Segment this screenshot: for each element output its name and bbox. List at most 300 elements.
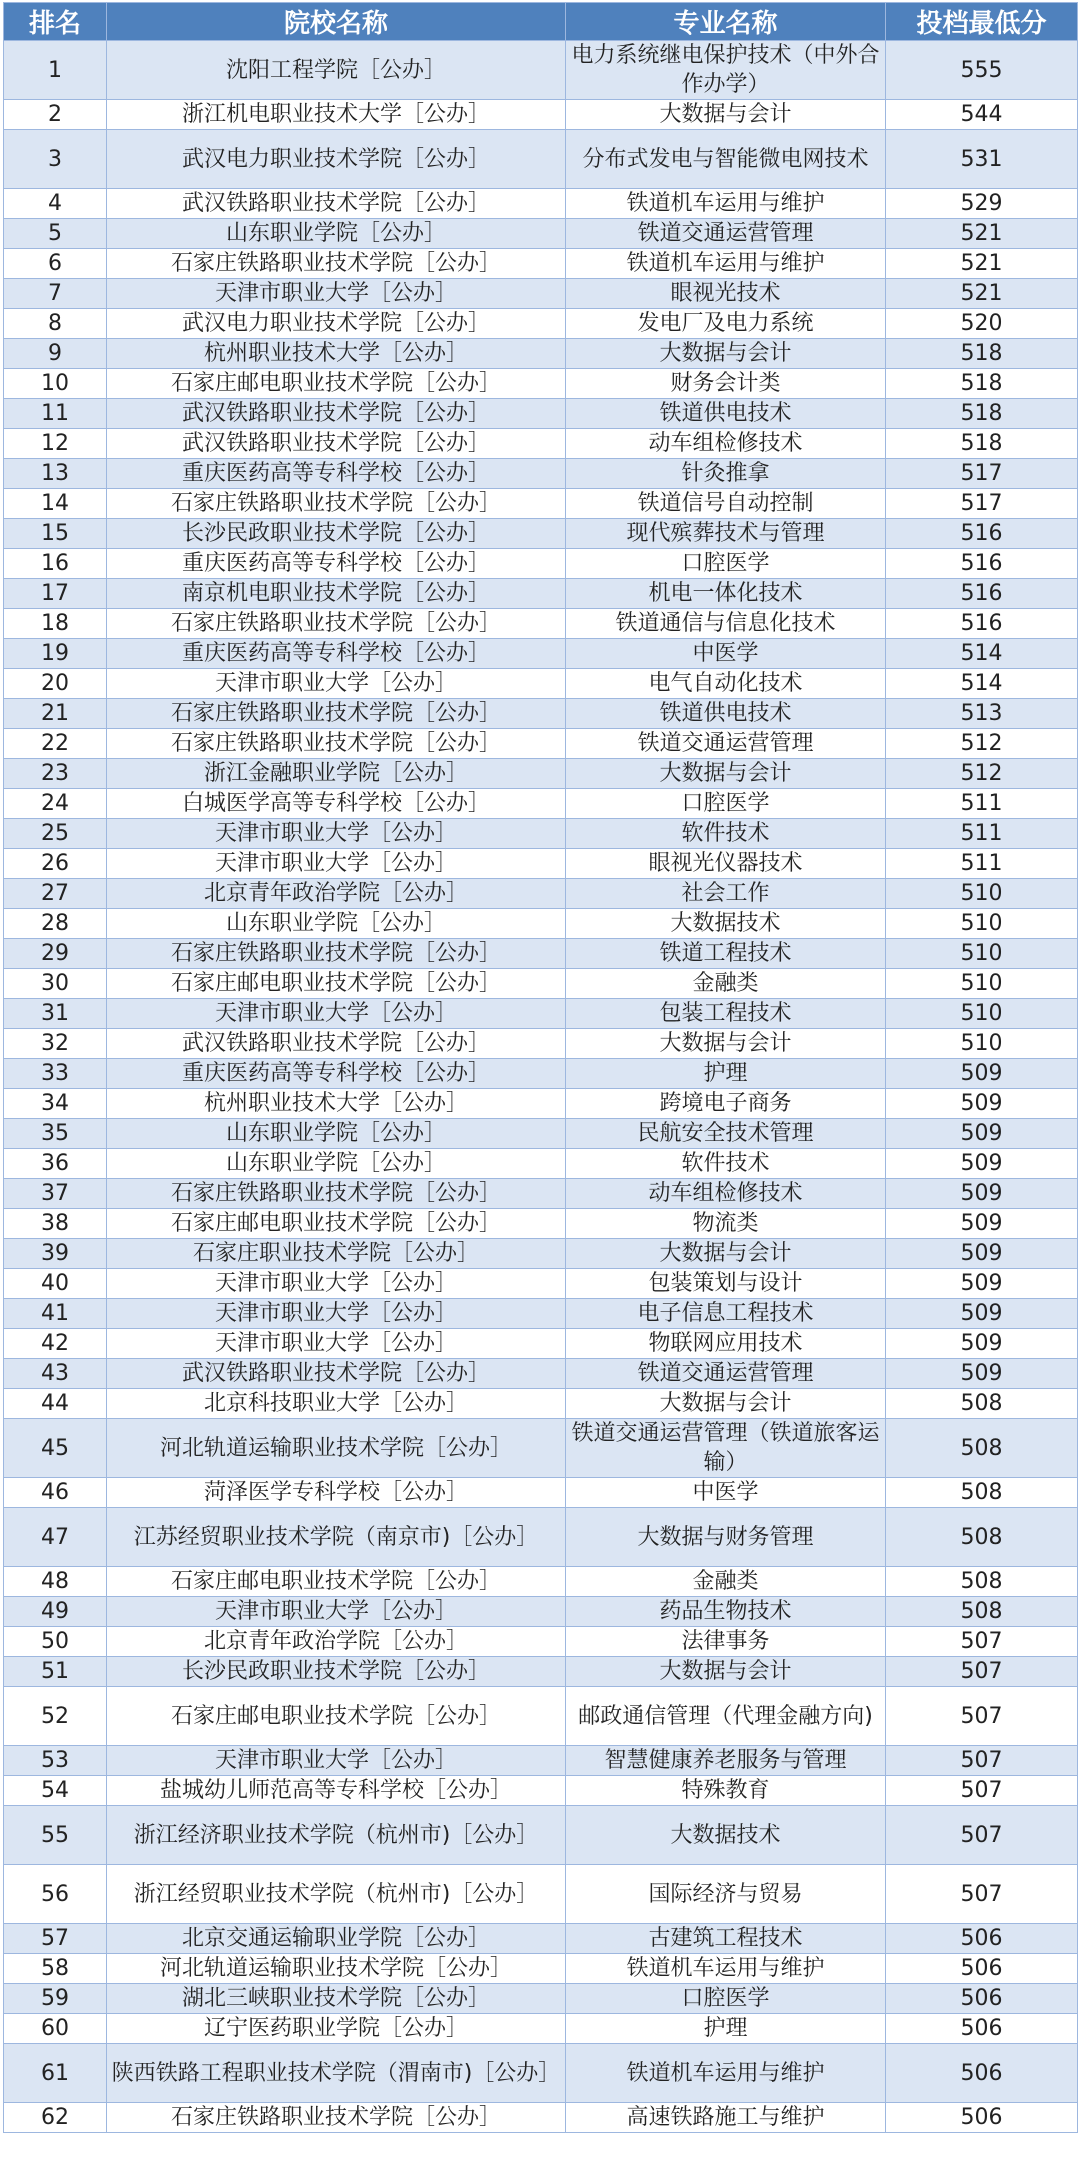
cell-school: 浙江经济职业技术学院（杭州市)［公办］ xyxy=(107,1806,566,1865)
cell-school: 辽宁医药职业学院［公办］ xyxy=(107,2014,566,2044)
cell-major: 智慧健康养老服务与管理 xyxy=(566,1746,886,1776)
cell-major: 铁道交通运营管理（铁道旅客运输） xyxy=(566,1419,886,1478)
cell-school: 石家庄邮电职业技术学院［公办］ xyxy=(107,1687,566,1746)
cell-major: 铁道机车运用与维护 xyxy=(566,249,886,279)
cell-rank: 13 xyxy=(4,459,107,489)
cell-major: 铁道信号自动控制 xyxy=(566,489,886,519)
cell-score: 509 xyxy=(886,1089,1078,1119)
table-row xyxy=(4,130,1078,189)
cell-major: 法律事务 xyxy=(566,1627,886,1657)
cell-score: 509 xyxy=(886,1239,1078,1269)
table-row xyxy=(4,399,1078,429)
cell-rank: 16 xyxy=(4,549,107,579)
cell-rank: 61 xyxy=(4,2044,107,2103)
header-score: 投档最低分 xyxy=(886,3,1078,41)
cell-score: 510 xyxy=(886,1029,1078,1059)
table-row xyxy=(4,1359,1078,1389)
table-row xyxy=(4,2014,1078,2044)
table-row xyxy=(4,1089,1078,1119)
cell-school: 沈阳工程学院［公办］ xyxy=(107,41,566,100)
cell-rank: 47 xyxy=(4,1508,107,1567)
cell-major: 动车组检修技术 xyxy=(566,1179,886,1209)
table-row xyxy=(4,1657,1078,1687)
cell-score: 511 xyxy=(886,789,1078,819)
cell-score: 521 xyxy=(886,249,1078,279)
cell-rank: 39 xyxy=(4,1239,107,1269)
cell-rank: 12 xyxy=(4,429,107,459)
cell-school: 石家庄铁路职业技术学院［公办］ xyxy=(107,249,566,279)
cell-major: 大数据与会计 xyxy=(566,1029,886,1059)
cell-rank: 22 xyxy=(4,729,107,759)
cell-major: 护理 xyxy=(566,2014,886,2044)
table-row xyxy=(4,1329,1078,1359)
cell-school: 杭州职业技术大学［公办］ xyxy=(107,1089,566,1119)
cell-rank: 5 xyxy=(4,219,107,249)
cell-major: 电力系统继电保护技术（中外合作办学） xyxy=(566,41,886,100)
cell-score: 518 xyxy=(886,399,1078,429)
cell-school: 北京青年政治学院［公办］ xyxy=(107,1627,566,1657)
cell-rank: 2 xyxy=(4,100,107,130)
cell-score: 510 xyxy=(886,939,1078,969)
table-row xyxy=(4,1149,1078,1179)
cell-school: 重庆医药高等专科学校［公办］ xyxy=(107,1059,566,1089)
cell-rank: 15 xyxy=(4,519,107,549)
table-row xyxy=(4,939,1078,969)
cell-major: 邮政通信管理（代理金融方向) xyxy=(566,1687,886,1746)
cell-score: 506 xyxy=(886,2014,1078,2044)
cell-score: 507 xyxy=(886,1627,1078,1657)
cell-major: 铁道机车运用与维护 xyxy=(566,1954,886,1984)
cell-score: 509 xyxy=(886,1149,1078,1179)
cell-rank: 49 xyxy=(4,1597,107,1627)
table-row xyxy=(4,309,1078,339)
cell-rank: 55 xyxy=(4,1806,107,1865)
cell-score: 507 xyxy=(886,1865,1078,1924)
cell-school: 浙江经贸职业技术学院（杭州市)［公办］ xyxy=(107,1865,566,1924)
cell-major: 大数据技术 xyxy=(566,1806,886,1865)
cell-major: 包装工程技术 xyxy=(566,999,886,1029)
cell-rank: 40 xyxy=(4,1269,107,1299)
cell-score: 507 xyxy=(886,1746,1078,1776)
cell-rank: 46 xyxy=(4,1478,107,1508)
cell-major: 特殊教育 xyxy=(566,1776,886,1806)
cell-score: 509 xyxy=(886,1299,1078,1329)
cell-rank: 30 xyxy=(4,969,107,999)
cell-major: 大数据与会计 xyxy=(566,1239,886,1269)
cell-school: 天津市职业大学［公办］ xyxy=(107,819,566,849)
table-row xyxy=(4,669,1078,699)
cell-rank: 50 xyxy=(4,1627,107,1657)
table-row xyxy=(4,1924,1078,1954)
cell-score: 507 xyxy=(886,1687,1078,1746)
cell-major: 软件技术 xyxy=(566,819,886,849)
table-row xyxy=(4,819,1078,849)
cell-score: 521 xyxy=(886,279,1078,309)
cell-major: 电子信息工程技术 xyxy=(566,1299,886,1329)
table-row xyxy=(4,849,1078,879)
table-row xyxy=(4,1984,1078,2014)
table-row xyxy=(4,189,1078,219)
cell-score: 516 xyxy=(886,549,1078,579)
cell-rank: 27 xyxy=(4,879,107,909)
cell-major: 古建筑工程技术 xyxy=(566,1924,886,1954)
table-row xyxy=(4,429,1078,459)
cell-major: 铁道通信与信息化技术 xyxy=(566,609,886,639)
table-row xyxy=(4,729,1078,759)
cell-school: 南京机电职业技术学院［公办］ xyxy=(107,579,566,609)
cell-school: 石家庄邮电职业技术学院［公办］ xyxy=(107,1567,566,1597)
cell-major: 铁道交通运营管理 xyxy=(566,1359,886,1389)
cell-school: 重庆医药高等专科学校［公办］ xyxy=(107,459,566,489)
cell-school: 浙江机电职业技术大学［公办］ xyxy=(107,100,566,130)
cell-major: 金融类 xyxy=(566,1567,886,1597)
cell-rank: 6 xyxy=(4,249,107,279)
cell-rank: 26 xyxy=(4,849,107,879)
cell-school: 杭州职业技术大学［公办］ xyxy=(107,339,566,369)
table-row xyxy=(4,1746,1078,1776)
cell-rank: 10 xyxy=(4,369,107,399)
table-row xyxy=(4,1179,1078,1209)
cell-major: 物联网应用技术 xyxy=(566,1329,886,1359)
cell-school: 天津市职业大学［公办］ xyxy=(107,1329,566,1359)
cell-score: 506 xyxy=(886,2044,1078,2103)
cell-major: 大数据与会计 xyxy=(566,1389,886,1419)
cell-rank: 54 xyxy=(4,1776,107,1806)
cell-rank: 48 xyxy=(4,1567,107,1597)
table-row xyxy=(4,699,1078,729)
cell-score: 518 xyxy=(886,369,1078,399)
cell-score: 510 xyxy=(886,909,1078,939)
table-row xyxy=(4,339,1078,369)
cell-rank: 59 xyxy=(4,1984,107,2014)
cell-rank: 3 xyxy=(4,130,107,189)
cell-score: 506 xyxy=(886,1954,1078,1984)
table-row xyxy=(4,489,1078,519)
header-row xyxy=(4,3,1078,41)
cell-major: 大数据与会计 xyxy=(566,759,886,789)
table-row xyxy=(4,879,1078,909)
cell-score: 514 xyxy=(886,639,1078,669)
cell-school: 武汉铁路职业技术学院［公办］ xyxy=(107,399,566,429)
cell-school: 武汉电力职业技术学院［公办］ xyxy=(107,309,566,339)
cell-score: 511 xyxy=(886,819,1078,849)
cell-rank: 8 xyxy=(4,309,107,339)
cell-school: 石家庄铁路职业技术学院［公办］ xyxy=(107,609,566,639)
cell-school: 湖北三峡职业技术学院［公办］ xyxy=(107,1984,566,2014)
cell-rank: 18 xyxy=(4,609,107,639)
cell-school: 山东职业学院［公办］ xyxy=(107,909,566,939)
table-row xyxy=(4,579,1078,609)
cell-score: 516 xyxy=(886,579,1078,609)
cell-school: 重庆医药高等专科学校［公办］ xyxy=(107,549,566,579)
cell-school: 白城医学高等专科学校［公办］ xyxy=(107,789,566,819)
header-school: 院校名称 xyxy=(107,3,566,41)
cell-major: 眼视光仪器技术 xyxy=(566,849,886,879)
cell-rank: 36 xyxy=(4,1149,107,1179)
table-row xyxy=(4,1567,1078,1597)
cell-major: 机电一体化技术 xyxy=(566,579,886,609)
cell-rank: 11 xyxy=(4,399,107,429)
cell-rank: 25 xyxy=(4,819,107,849)
cell-rank: 28 xyxy=(4,909,107,939)
cell-major: 金融类 xyxy=(566,969,886,999)
cell-score: 507 xyxy=(886,1657,1078,1687)
cell-score: 544 xyxy=(886,100,1078,130)
table-row xyxy=(4,999,1078,1029)
cell-score: 509 xyxy=(886,1359,1078,1389)
cell-school: 河北轨道运输职业技术学院［公办］ xyxy=(107,1954,566,1984)
cell-major: 民航安全技术管理 xyxy=(566,1119,886,1149)
cell-school: 天津市职业大学［公办］ xyxy=(107,999,566,1029)
cell-rank: 37 xyxy=(4,1179,107,1209)
cell-major: 铁道交通运营管理 xyxy=(566,729,886,759)
cell-school: 石家庄邮电职业技术学院［公办］ xyxy=(107,969,566,999)
cell-score: 509 xyxy=(886,1059,1078,1089)
cell-school: 江苏经贸职业技术学院（南京市)［公办］ xyxy=(107,1508,566,1567)
table-row xyxy=(4,1954,1078,1984)
header-rank: 排名 xyxy=(4,3,107,41)
cell-score: 514 xyxy=(886,669,1078,699)
table-row xyxy=(4,549,1078,579)
table-row xyxy=(4,1597,1078,1627)
cell-score: 516 xyxy=(886,519,1078,549)
cell-score: 508 xyxy=(886,1478,1078,1508)
cell-score: 506 xyxy=(886,1924,1078,1954)
cell-school: 石家庄铁路职业技术学院［公办］ xyxy=(107,699,566,729)
table-row xyxy=(4,100,1078,130)
table-row xyxy=(4,609,1078,639)
cell-school: 天津市职业大学［公办］ xyxy=(107,849,566,879)
table-row xyxy=(4,1059,1078,1089)
cell-score: 510 xyxy=(886,999,1078,1029)
table-row xyxy=(4,1419,1078,1478)
cell-major: 眼视光技术 xyxy=(566,279,886,309)
cell-rank: 60 xyxy=(4,2014,107,2044)
table-row xyxy=(4,1239,1078,1269)
admission-score-table xyxy=(3,2,1078,2133)
cell-major: 口腔医学 xyxy=(566,789,886,819)
cell-school: 北京青年政治学院［公办］ xyxy=(107,879,566,909)
table-body xyxy=(4,41,1078,2133)
cell-school: 北京交通运输职业学院［公办］ xyxy=(107,1924,566,1954)
cell-school: 长沙民政职业技术学院［公办］ xyxy=(107,1657,566,1687)
cell-school: 石家庄铁路职业技术学院［公办］ xyxy=(107,939,566,969)
header-major: 专业名称 xyxy=(566,3,886,41)
cell-school: 浙江金融职业学院［公办］ xyxy=(107,759,566,789)
cell-major: 铁道工程技术 xyxy=(566,939,886,969)
cell-score: 508 xyxy=(886,1389,1078,1419)
cell-major: 跨境电子商务 xyxy=(566,1089,886,1119)
cell-score: 508 xyxy=(886,1508,1078,1567)
cell-school: 河北轨道运输职业技术学院［公办］ xyxy=(107,1419,566,1478)
table-row xyxy=(4,279,1078,309)
cell-rank: 35 xyxy=(4,1119,107,1149)
cell-school: 石家庄铁路职业技术学院［公办］ xyxy=(107,2103,566,2133)
cell-major: 物流类 xyxy=(566,1209,886,1239)
table-row xyxy=(4,909,1078,939)
table-row xyxy=(4,369,1078,399)
cell-score: 529 xyxy=(886,189,1078,219)
cell-major: 铁道机车运用与维护 xyxy=(566,2044,886,2103)
cell-score: 509 xyxy=(886,1119,1078,1149)
cell-school: 石家庄职业技术学院［公办］ xyxy=(107,1239,566,1269)
cell-score: 512 xyxy=(886,729,1078,759)
cell-school: 山东职业学院［公办］ xyxy=(107,1119,566,1149)
cell-score: 516 xyxy=(886,609,1078,639)
cell-school: 武汉铁路职业技术学院［公办］ xyxy=(107,189,566,219)
cell-rank: 38 xyxy=(4,1209,107,1239)
cell-rank: 57 xyxy=(4,1924,107,1954)
table-row xyxy=(4,2103,1078,2133)
table-row xyxy=(4,2044,1078,2103)
cell-school: 天津市职业大学［公办］ xyxy=(107,1269,566,1299)
cell-school: 天津市职业大学［公办］ xyxy=(107,279,566,309)
cell-rank: 45 xyxy=(4,1419,107,1478)
table-row xyxy=(4,1627,1078,1657)
cell-rank: 23 xyxy=(4,759,107,789)
cell-rank: 14 xyxy=(4,489,107,519)
cell-rank: 52 xyxy=(4,1687,107,1746)
cell-major: 分布式发电与智能微电网技术 xyxy=(566,130,886,189)
cell-school: 山东职业学院［公办］ xyxy=(107,1149,566,1179)
cell-major: 铁道供电技术 xyxy=(566,699,886,729)
cell-major: 财务会计类 xyxy=(566,369,886,399)
cell-score: 507 xyxy=(886,1776,1078,1806)
table-row xyxy=(4,1269,1078,1299)
cell-major: 口腔医学 xyxy=(566,1984,886,2014)
cell-rank: 42 xyxy=(4,1329,107,1359)
cell-score: 509 xyxy=(886,1269,1078,1299)
cell-score: 509 xyxy=(886,1209,1078,1239)
table-row xyxy=(4,41,1078,100)
cell-school: 武汉电力职业技术学院［公办］ xyxy=(107,130,566,189)
cell-major: 现代殡葬技术与管理 xyxy=(566,519,886,549)
table-row xyxy=(4,1806,1078,1865)
table-row xyxy=(4,789,1078,819)
cell-school: 天津市职业大学［公办］ xyxy=(107,1746,566,1776)
table-header xyxy=(4,3,1078,41)
cell-school: 天津市职业大学［公办］ xyxy=(107,1597,566,1627)
cell-school: 石家庄邮电职业技术学院［公办］ xyxy=(107,1209,566,1239)
cell-score: 517 xyxy=(886,459,1078,489)
cell-major: 针灸推拿 xyxy=(566,459,886,489)
cell-major: 铁道供电技术 xyxy=(566,399,886,429)
cell-score: 511 xyxy=(886,849,1078,879)
table-row xyxy=(4,1478,1078,1508)
cell-major: 口腔医学 xyxy=(566,549,886,579)
cell-school: 石家庄铁路职业技术学院［公办］ xyxy=(107,489,566,519)
cell-rank: 21 xyxy=(4,699,107,729)
cell-rank: 31 xyxy=(4,999,107,1029)
cell-major: 大数据技术 xyxy=(566,909,886,939)
cell-school: 盐城幼儿师范高等专科学校［公办］ xyxy=(107,1776,566,1806)
cell-rank: 9 xyxy=(4,339,107,369)
cell-major: 铁道交通运营管理 xyxy=(566,219,886,249)
table-row xyxy=(4,519,1078,549)
cell-score: 510 xyxy=(886,969,1078,999)
cell-school: 菏泽医学专科学校［公办］ xyxy=(107,1478,566,1508)
cell-rank: 29 xyxy=(4,939,107,969)
cell-score: 508 xyxy=(886,1597,1078,1627)
cell-rank: 32 xyxy=(4,1029,107,1059)
cell-school: 陕西铁路工程职业技术学院（渭南市)［公办］ xyxy=(107,2044,566,2103)
cell-school: 天津市职业大学［公办］ xyxy=(107,1299,566,1329)
cell-major: 电气自动化技术 xyxy=(566,669,886,699)
cell-score: 521 xyxy=(886,219,1078,249)
cell-major: 大数据与会计 xyxy=(566,1657,886,1687)
table-row xyxy=(4,249,1078,279)
table-row xyxy=(4,1687,1078,1746)
cell-school: 长沙民政职业技术学院［公办］ xyxy=(107,519,566,549)
cell-score: 518 xyxy=(886,339,1078,369)
cell-school: 武汉铁路职业技术学院［公办］ xyxy=(107,1029,566,1059)
cell-rank: 41 xyxy=(4,1299,107,1329)
table-row xyxy=(4,459,1078,489)
cell-school: 重庆医药高等专科学校［公办］ xyxy=(107,639,566,669)
cell-rank: 4 xyxy=(4,189,107,219)
cell-rank: 53 xyxy=(4,1746,107,1776)
cell-school: 北京科技职业大学［公办］ xyxy=(107,1389,566,1419)
cell-rank: 19 xyxy=(4,639,107,669)
cell-major: 大数据与会计 xyxy=(566,100,886,130)
cell-school: 山东职业学院［公办］ xyxy=(107,219,566,249)
cell-rank: 17 xyxy=(4,579,107,609)
cell-major: 包装策划与设计 xyxy=(566,1269,886,1299)
cell-score: 509 xyxy=(886,1329,1078,1359)
cell-rank: 62 xyxy=(4,2103,107,2133)
cell-rank: 24 xyxy=(4,789,107,819)
cell-rank: 33 xyxy=(4,1059,107,1089)
table-row xyxy=(4,219,1078,249)
cell-score: 513 xyxy=(886,699,1078,729)
cell-rank: 56 xyxy=(4,1865,107,1924)
table-row xyxy=(4,1776,1078,1806)
cell-score: 509 xyxy=(886,1179,1078,1209)
cell-major: 铁道机车运用与维护 xyxy=(566,189,886,219)
cell-score: 507 xyxy=(886,1806,1078,1865)
cell-school: 石家庄铁路职业技术学院［公办］ xyxy=(107,729,566,759)
cell-score: 510 xyxy=(886,879,1078,909)
table-row xyxy=(4,1508,1078,1567)
cell-major: 中医学 xyxy=(566,639,886,669)
cell-school: 天津市职业大学［公办］ xyxy=(107,669,566,699)
cell-score: 508 xyxy=(886,1567,1078,1597)
cell-rank: 44 xyxy=(4,1389,107,1419)
cell-school: 武汉铁路职业技术学院［公办］ xyxy=(107,1359,566,1389)
cell-major: 软件技术 xyxy=(566,1149,886,1179)
table-row xyxy=(4,1119,1078,1149)
cell-rank: 58 xyxy=(4,1954,107,1984)
cell-major: 发电厂及电力系统 xyxy=(566,309,886,339)
cell-score: 506 xyxy=(886,2103,1078,2133)
cell-rank: 1 xyxy=(4,41,107,100)
cell-rank: 43 xyxy=(4,1359,107,1389)
cell-major: 药品生物技术 xyxy=(566,1597,886,1627)
cell-major: 大数据与财务管理 xyxy=(566,1508,886,1567)
cell-major: 护理 xyxy=(566,1059,886,1089)
cell-score: 512 xyxy=(886,759,1078,789)
cell-major: 中医学 xyxy=(566,1478,886,1508)
table-row xyxy=(4,1209,1078,1239)
table-row xyxy=(4,1389,1078,1419)
table-row xyxy=(4,759,1078,789)
cell-score: 520 xyxy=(886,309,1078,339)
cell-score: 517 xyxy=(886,489,1078,519)
table-row xyxy=(4,639,1078,669)
table-row xyxy=(4,1299,1078,1329)
cell-school: 石家庄邮电职业技术学院［公办］ xyxy=(107,369,566,399)
cell-school: 石家庄铁路职业技术学院［公办］ xyxy=(107,1179,566,1209)
